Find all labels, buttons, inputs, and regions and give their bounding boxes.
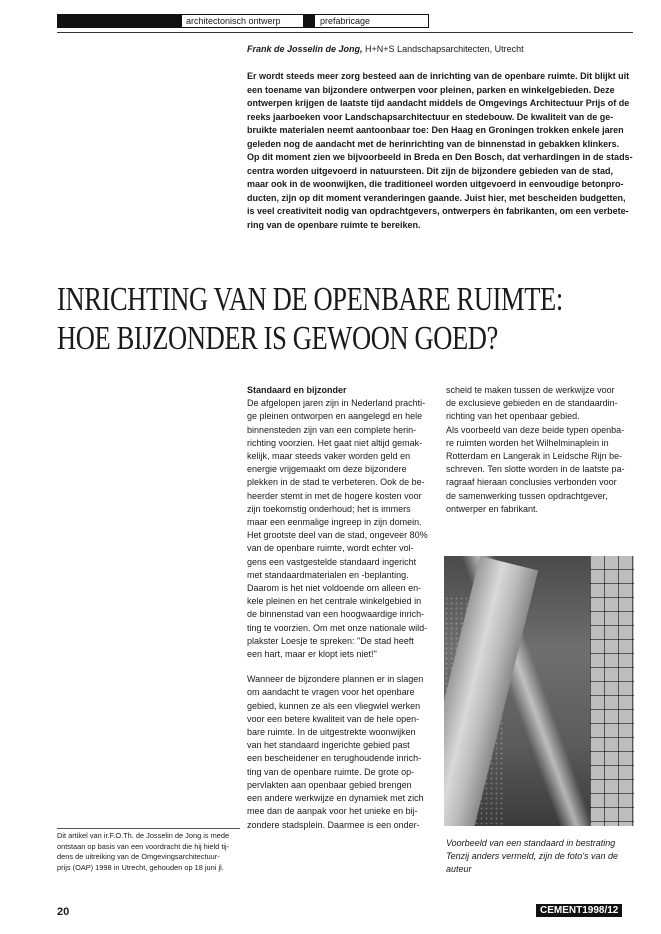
caption-line: auteur <box>446 864 472 874</box>
body-line: schreven. Ten slotte worden in de laatste pa- <box>446 464 625 475</box>
body-line: re ruimten worden het Wilhelminaplein in <box>446 437 609 448</box>
body-line: ting van de openbare ruimte. De grote op- <box>247 766 415 777</box>
body-line: de exclusieve gebieden en de standaardin- <box>446 398 618 409</box>
body-line: plekken in de stad te verbeteren. Ook de be- <box>247 477 425 488</box>
intro-line: centra worden uitgevoerd in natuursteen. Dit zijn de bijzondere gebieden van de stad, <box>247 165 614 176</box>
photo-tiles <box>590 556 634 826</box>
body-line: zondere stadsplein. Daarmee is een onder- <box>247 819 420 830</box>
body-line: de samenwerking tussen opdrachtgever, <box>446 490 608 501</box>
intro-line: Op dit moment zien we bijvoorbeeld in Breda en Den Bosch, dat verhardingen in de stads- <box>247 152 633 162</box>
footnote-line: prijs (OAP) 1998 in Utrecht, gehouden op 18 juni jl. <box>57 862 224 872</box>
body-line: De afgelopen jaren zijn in Nederland prachti- <box>247 398 426 409</box>
intro-line: ontwerpen krijgen de laatste tijd aandacht middels de Omgevings Architectuur Prijs of de <box>247 98 630 108</box>
body-line: bare ruimte. In de uitgestrekte woonwijken <box>247 727 416 738</box>
footnote-rule <box>57 828 240 829</box>
body-paragraph-2 <box>247 673 442 831</box>
body-line: voor een betere kwaliteit van de hele open- <box>247 713 420 724</box>
body-line: richting voorzien. Het gaat niet altijd gemak- <box>247 437 423 448</box>
body-line: maar een eenmalige ingreep in zijn domein. <box>247 517 422 528</box>
body-line: kele pleinen en het centrale winkelgebied in <box>247 596 422 607</box>
body-line: energie vrijgemaakt om deze bijzondere <box>247 464 407 475</box>
journal-label: CEMENT1998/12 <box>536 904 622 917</box>
caption-line: Tenzij anders vermeld, zijn de foto's van de <box>446 851 618 861</box>
intro-paragraph <box>247 70 633 232</box>
body-line: Het grootste deel van de stad, ongeveer 80% <box>247 530 428 541</box>
body-line: Als voorbeeld van deze beide typen openba- <box>446 424 625 435</box>
intro-line: ducten, zijn op dit moment veranderingen gaande. Juist hier, met bescheiden budgetten, <box>247 192 626 203</box>
caption-line: Voorbeeld van een standaard in bestrating <box>446 838 616 848</box>
footnote <box>57 831 240 873</box>
photo-caption <box>446 837 636 876</box>
pavement-photo <box>444 556 634 826</box>
body-line: richting van het openbaar gebied. <box>446 411 580 422</box>
intro-line: bruikte materialen neemt aantoonbaar toe: Den Haag en Groningen trokken enkele jaren <box>247 125 624 135</box>
body-column-1 <box>247 384 442 832</box>
body-column-2 <box>446 384 636 516</box>
header-divider <box>181 14 182 28</box>
header-block <box>57 14 181 28</box>
page-number: 20 <box>57 906 70 918</box>
author-affiliation: H+N+S Landschapsarchitecten, Utrecht <box>362 44 524 54</box>
body-line: ting te voorzien. Om met onze nationale wild- <box>247 622 428 633</box>
body-line: mee dan de aanpak voor het unieke en bij- <box>247 806 418 817</box>
body-line: een hart, maar er klopt iets niet!" <box>247 649 377 660</box>
author-name: Frank de Josselin de Jong, <box>247 44 363 54</box>
body-line: Rotterdam en Langerak in Leidsche Rijn be- <box>446 451 623 462</box>
body-line: ontwerper en fabrikant. <box>446 503 539 514</box>
body-line: van de openbare ruimte, wordt echter vol- <box>247 543 414 554</box>
header-rule <box>57 32 633 33</box>
intro-line: reeks jaarboeken voor Landschapsarchitectuur en stedebouw. De kwaliteit van de ge- <box>247 111 614 122</box>
section-label-prefabricage: prefabricage <box>320 16 371 26</box>
body-line: pervlakten aan openbaar gebied brengen <box>247 779 412 790</box>
body-line: scheid te maken tussen de werkwijze voor <box>446 385 615 395</box>
section-heading: Standaard en bijzonder <box>247 385 347 395</box>
title-line: HOE BIJZONDER IS GEWOON GOED? <box>57 320 498 357</box>
intro-line: Er wordt steeds meer zorg besteed aan de inrichting van de openbare ruimte. Dit blijkt uit <box>247 71 630 81</box>
paragraph-gap <box>247 661 442 673</box>
body-line: plakster Loesje te spreken: "De stad heeft <box>247 635 414 646</box>
intro-line: maar ook in de woonwijken, die traditioneel worden uitgevoerd in eenvoudige betonpro- <box>247 179 624 189</box>
title-line: INRICHTING VAN DE OPENBARE RUIMTE: <box>57 281 563 318</box>
intro-line: geleden nog de aandacht met de herinrichting van de binnenstad in gebakken klinkers. <box>247 138 620 149</box>
body-line: een bescheidener en terughoudende inrich- <box>247 753 422 764</box>
body-line: ge pleinen ontworpen en aangelegd en hele <box>247 411 423 422</box>
intro-line: is veel creativiteit nodig van opdrachtgevers, ontwerpers èn fabrikanten, om een verbete- <box>247 206 629 216</box>
body-line: kelijk, maar steeds vaker worden geld en <box>247 451 411 462</box>
body-paragraph-1 <box>247 397 442 661</box>
body-line: ragraaf hieraan conclusies verbonden voor <box>446 477 617 488</box>
author-line <box>247 43 524 55</box>
body-line: gens een vastgestelde standaard ingericht <box>247 556 417 567</box>
body-line: binnensteden zijn van een complete herin- <box>247 424 417 435</box>
body-line: de binnenstad van een hoogwaardige inrich- <box>247 609 425 620</box>
intro-line: ring van de openbare ruimte te bereiken. <box>247 219 421 230</box>
intro-line: een toename van bijzondere ontwerpen voor pleinen, parken en winkelgebieden. Deze <box>247 84 615 95</box>
footnote-line: Dit artikel van ir.F.O.Th. de Josselin de Jong is mede <box>57 831 230 840</box>
body-line: zijn toekomstig onderhoud; het is immers <box>247 503 411 514</box>
body-line: om aandacht te vragen voor het openbare <box>247 687 415 698</box>
body-line: gebied, kunnen ze als een vliegwiel werken <box>247 700 421 711</box>
body-line: van het standaard ingerichte gebied past <box>247 740 410 751</box>
body-line: een andere werkwijze en dynamiek met zich <box>247 793 424 804</box>
section-label-architectonisch: architectonisch ontwerp <box>186 16 281 26</box>
footnote-line: dens de uitreiking van de Omgevingsarchitectuur- <box>57 852 220 861</box>
body-line: heerder stemt in met de hogere kosten voor <box>247 490 422 501</box>
footnote-line: ontstaan op basis van een voordracht die hij hield tij- <box>57 841 230 851</box>
header-marker <box>303 14 315 28</box>
body-line: Wanneer de bijzondere plannen er in slagen <box>247 674 424 685</box>
body-line: met standaardmaterialen en -beplanting. <box>247 569 409 580</box>
article-title <box>57 280 563 358</box>
body-line: Daarom is het niet voldoende om alleen en- <box>247 583 422 594</box>
